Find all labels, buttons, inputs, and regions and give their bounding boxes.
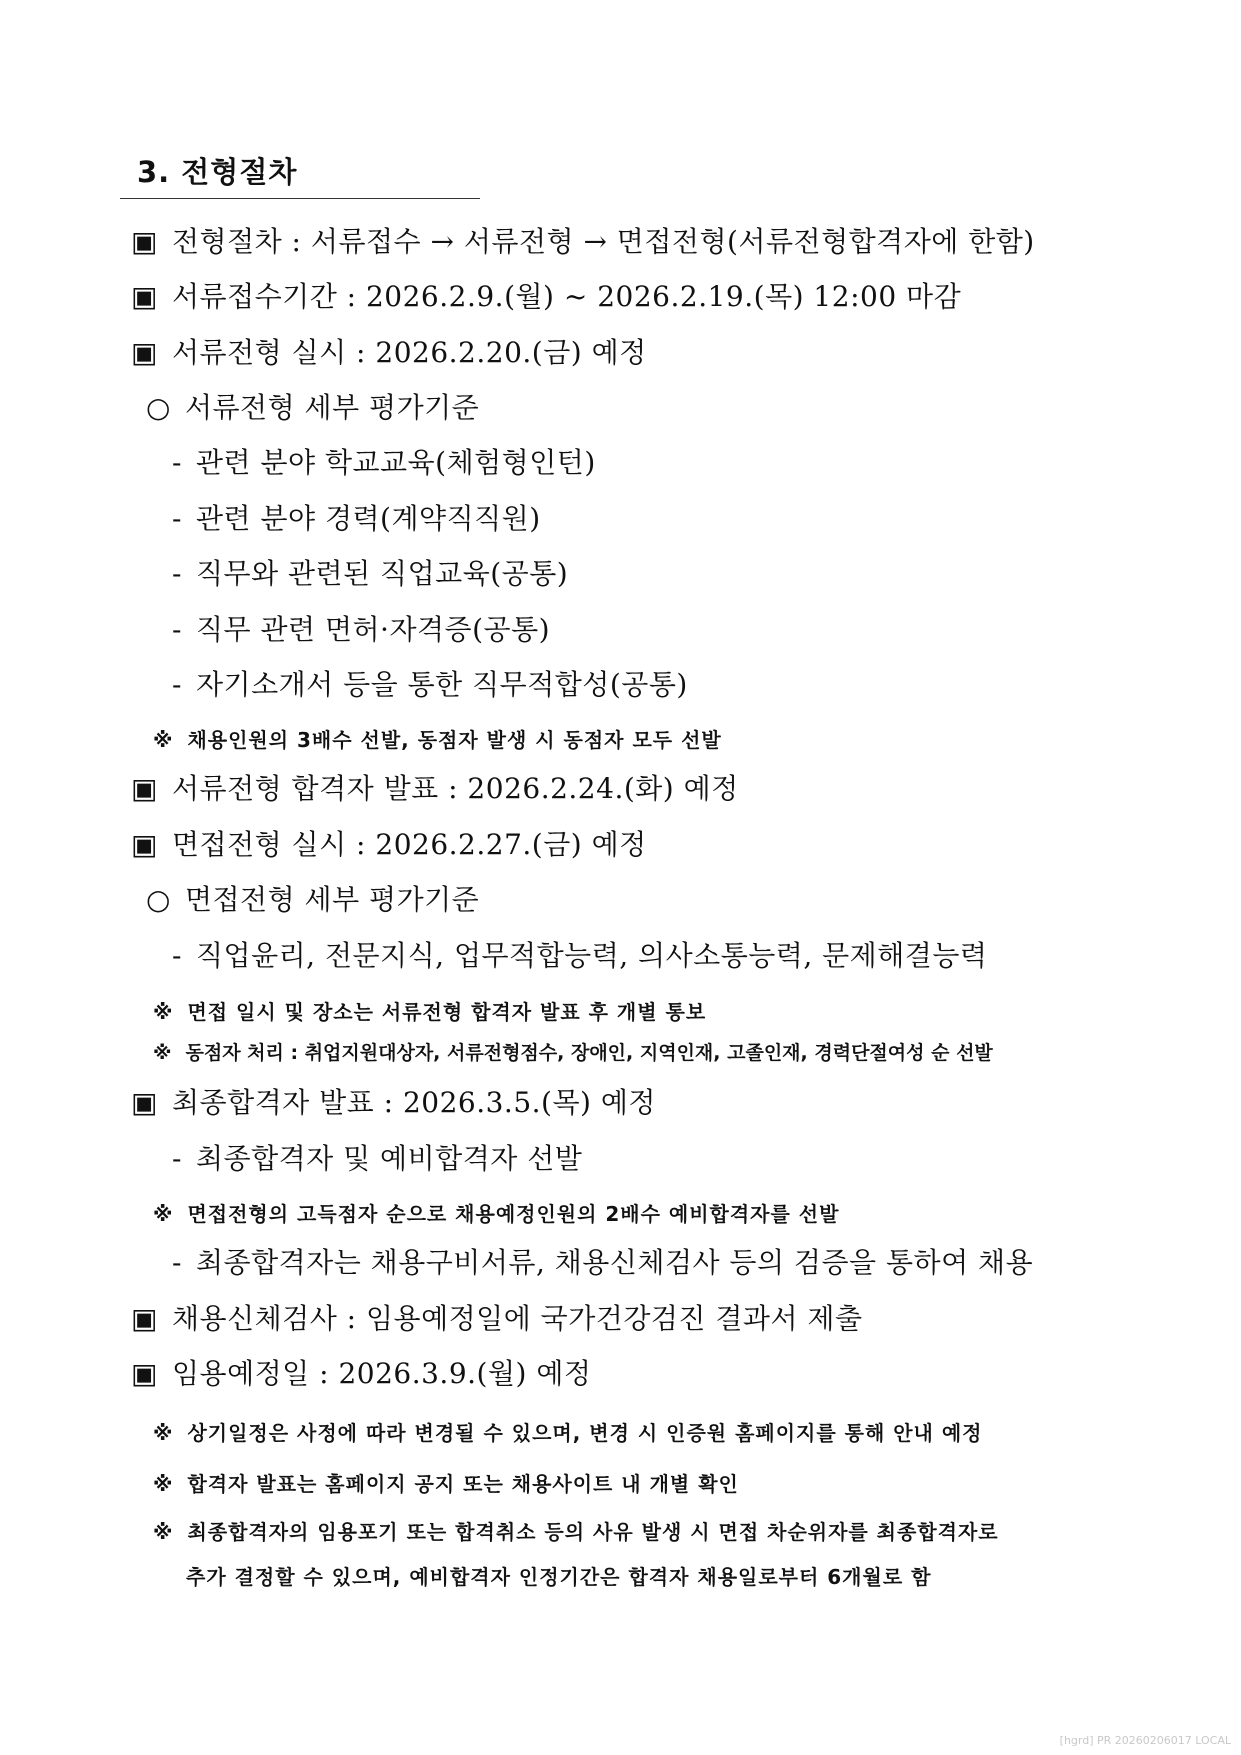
- note-text: 최종합격자의 임용포기 또는 합격취소 등의 사유 발생 시 면접 차순위자를 최종합격자로: [187, 1520, 999, 1544]
- criteria-item: [172, 613, 551, 646]
- health-check-line: [131, 1302, 863, 1335]
- dash-bullet: -: [172, 1142, 182, 1175]
- note-line: [153, 730, 722, 750]
- criteria-item: [172, 1142, 583, 1175]
- final-result-text: 최종합격자 발표 : 2026.3.5.(목) 예정: [171, 1086, 656, 1119]
- criteria-item-text: 최종합격자 및 예비합격자 선발: [195, 1142, 583, 1175]
- procedure-text: 전형절차 : 서류접수 → 서류전형 → 면접전형(서류전형합격자에 한함): [171, 225, 1035, 258]
- circle-bullet-icon: ○: [146, 391, 171, 424]
- criteria-item-text: 관련 분야 경력(계약직직원): [195, 502, 541, 535]
- criteria-item-text: 최종합격자는 채용구비서류, 채용신체검사 등의 검증을 통하여 채용: [195, 1246, 1034, 1279]
- criteria-item: [172, 1246, 1034, 1279]
- interview-date-text: 면접전형 실시 : 2026.2.27.(금) 예정: [171, 828, 647, 861]
- note-line: [153, 1002, 706, 1022]
- dash-bullet: -: [172, 502, 182, 535]
- appointment-date-text: 임용예정일 : 2026.3.9.(월) 예정: [171, 1357, 592, 1390]
- square-bullet-icon: ▣: [131, 1357, 158, 1390]
- circle-bullet-icon: ○: [146, 883, 171, 916]
- final-result-line: [131, 1086, 656, 1119]
- reference-mark-icon: ※: [153, 1472, 174, 1496]
- reference-mark-icon: ※: [153, 1520, 174, 1544]
- note-line: [153, 1522, 999, 1542]
- note-line: [153, 1423, 983, 1443]
- reference-mark-icon: ※: [153, 1421, 174, 1445]
- document-result-line: [131, 772, 739, 805]
- note-line: [153, 1474, 739, 1494]
- dash-bullet: -: [172, 668, 182, 701]
- interview-criteria-heading-text: 면접전형 세부 평가기준: [184, 883, 480, 916]
- square-bullet-icon: ▣: [131, 1302, 158, 1335]
- section-title: 3. 전형절차: [137, 155, 298, 189]
- note-text: 합격자 발표는 홈페이지 공지 또는 채용사이트 내 개별 확인: [187, 1472, 739, 1496]
- watermark: [hgrd] PR 20260206017 LOCAL: [1059, 1734, 1231, 1747]
- note-text: 상기일정은 사정에 따라 변경될 수 있으며, 변경 시 인증원 홈페이지를 통해 안내 예정: [187, 1421, 983, 1445]
- criteria-item-text: 직무 관련 면허·자격증(공통): [195, 613, 551, 646]
- note-continuation-line: [186, 1567, 931, 1587]
- document-criteria-heading-text: 서류전형 세부 평가기준: [184, 391, 480, 424]
- criteria-item-text: 관련 분야 학교교육(체험형인턴): [195, 446, 596, 479]
- document-screening-date-line: [131, 336, 647, 369]
- document-screening-date-text: 서류전형 실시 : 2026.2.20.(금) 예정: [171, 336, 647, 369]
- reference-mark-icon: ※: [153, 1202, 174, 1226]
- note-text: 면접전형의 고득점자 순으로 채용예정인원의 2배수 예비합격자를 선발: [187, 1202, 840, 1226]
- dash-bullet: -: [172, 939, 182, 972]
- criteria-item-text: 직무와 관련된 직업교육(공통): [195, 557, 569, 590]
- square-bullet-icon: ▣: [131, 336, 158, 369]
- square-bullet-icon: ▣: [131, 772, 158, 805]
- square-bullet-icon: ▣: [131, 280, 158, 313]
- document-criteria-heading: [146, 391, 480, 424]
- appointment-date-line: [131, 1357, 592, 1390]
- dash-bullet: -: [172, 557, 182, 590]
- heading-underline: [120, 198, 480, 199]
- note-line: [153, 1044, 993, 1063]
- criteria-item-text: 자기소개서 등을 통한 직무적합성(공통): [195, 668, 688, 701]
- dash-bullet: -: [172, 1246, 182, 1279]
- note-text: 채용인원의 3배수 선발, 동점자 발생 시 동점자 모두 선발: [187, 728, 722, 752]
- criteria-item-text: 직업윤리, 전문지식, 업무적합능력, 의사소통능력, 문제해결능력: [195, 939, 988, 972]
- square-bullet-icon: ▣: [131, 1086, 158, 1119]
- interview-criteria-heading: [146, 883, 480, 916]
- note-continuation-text: 추가 결정할 수 있으며, 예비합격자 인정기간은 합격자 채용일로부터 6개월로 함: [186, 1565, 932, 1589]
- reference-mark-icon: ※: [153, 1000, 174, 1024]
- dash-bullet: -: [172, 446, 182, 479]
- square-bullet-icon: ▣: [131, 225, 158, 258]
- criteria-item: [172, 939, 988, 972]
- document-submission-period-text: 서류접수기간 : 2026.2.9.(월) ~ 2026.2.19.(목) 12:00 마감: [171, 280, 962, 313]
- health-check-text: 채용신체검사 : 임용예정일에 국가건강검진 결과서 제출: [171, 1302, 863, 1335]
- note-text: 동점자 처리 : 취업지원대상자, 서류전형점수, 장애인, 지역인재, 고졸인재, 경력단절여성 순 선발: [185, 1042, 993, 1064]
- reference-mark-icon: ※: [153, 728, 174, 752]
- document-result-text: 서류전형 합격자 발표 : 2026.2.24.(화) 예정: [171, 772, 739, 805]
- criteria-item: [172, 446, 596, 479]
- note-line: [153, 1204, 839, 1224]
- document-submission-period-line: [131, 280, 962, 313]
- interview-date-line: [131, 828, 647, 861]
- criteria-item: [172, 557, 569, 590]
- procedure-line: [131, 225, 1035, 258]
- square-bullet-icon: ▣: [131, 828, 158, 861]
- reference-mark-icon: ※: [153, 1042, 172, 1064]
- criteria-item: [172, 502, 541, 535]
- dash-bullet: -: [172, 613, 182, 646]
- note-text: 면접 일시 및 장소는 서류전형 합격자 발표 후 개별 통보: [187, 1000, 707, 1024]
- criteria-item: [172, 668, 688, 701]
